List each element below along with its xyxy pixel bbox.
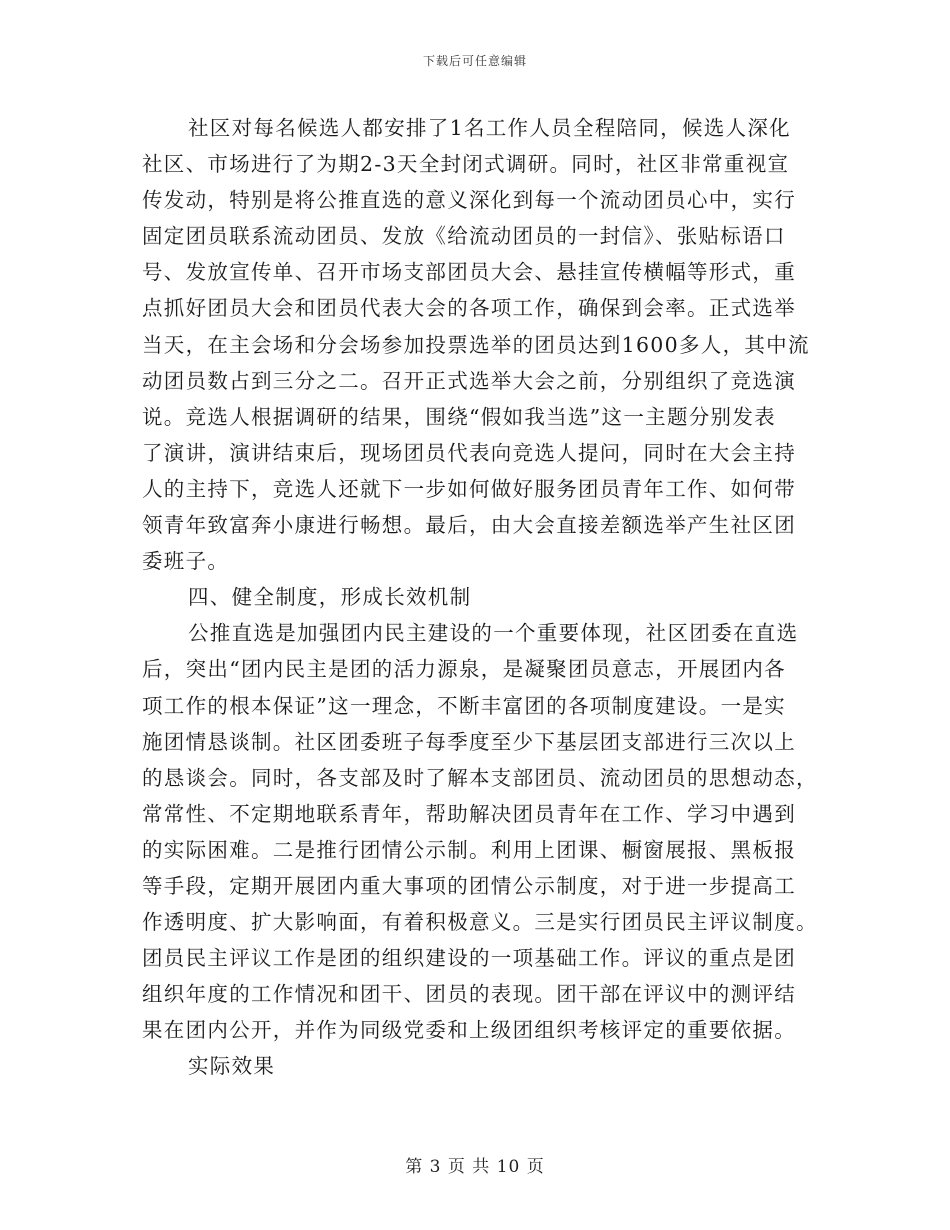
page-header: 下载后可任意编辑 (422, 54, 527, 68)
paragraph-line: 作透明度、扩大影响面，有着积极意义。三是实行团员民主评议制度。 (142, 910, 818, 935)
paragraph-line: 委班子。 (142, 549, 230, 574)
paragraph-line: 的实际困难。二是推行团情公示制。利用上团课、橱窗展报、黑板报 (142, 837, 796, 862)
paragraph-line: 人的主持下，竞选人还就下一步如何做好服务团员青年工作、如何带 (142, 476, 796, 501)
paragraph-line: 社区、市场进行了为期2-3天全封闭式调研。同时，社区非常重视宣 (142, 152, 790, 177)
paragraph-line: 社区对每名候选人都安排了1名工作人员全程陪同，候选人深化 (188, 116, 791, 140)
paragraph-line: 固定团员联系流动团员、发放《给流动团员的一封信》、张贴标语口 (142, 224, 786, 249)
page-number-footer: 第 3 页 共 10 页 (405, 1157, 545, 1177)
paragraph-line: 号、发放宣传单、召开市场支部团员大会、悬挂宣传横幅等形式，重 (142, 260, 796, 285)
paragraph-line: 传发动，特别是将公推直选的意义深化到每一个流动团员心中，实行 (142, 188, 796, 213)
paragraph-line: 公推直选是加强团内民主建设的一个重要体现，社区团委在直选 (188, 621, 799, 646)
paragraph-line: 当天，在主会场和分会场参加投票选举的团员达到1600多人，其中流 (142, 332, 810, 357)
paragraph-line: 项工作的根本保证”这一理念，不断丰富团的各项制度建设。一是实 (142, 693, 786, 718)
paragraph-line: 领青年致富奔小康进行畅想。最后，由大会直接差额选举产生社区团 (142, 513, 796, 538)
paragraph-line: 施团情恳谈制。社区团委班子每季度至少下基层团支部进行三次以上 (142, 729, 796, 754)
paragraph-line: 常常性、不定期地联系青年，帮助解决团员青年在工作、学习中遇到 (142, 801, 796, 826)
paragraph-line: 的恳谈会。同时，各支部及时了解本支部团员、流动团员的思想动态， (142, 765, 818, 790)
paragraph-line: 动团员数占到三分之二。召开正式选举大会之前，分别组织了竞选演 (142, 368, 796, 393)
paragraph-line: 后，突出“团内民主是团的活力源泉，是凝聚团员意志，开展团内各 (142, 657, 786, 682)
document-body (142, 110, 818, 1085)
paragraph-line: 团员民主评议工作是团的组织建设的一项基础工作。评议的重点是团 (142, 946, 796, 971)
paragraph-line: 说。竞选人根据调研的结果，围绕“假如我当选”这一主题分别发表 (142, 404, 776, 429)
paragraph-line: 了演讲，演讲结束后，现场团员代表向竞选人提问，同时在大会主持 (142, 440, 796, 465)
paragraph-line: 等手段，定期开展团内重大事项的团情公示制度，对于进一步提高工 (142, 873, 796, 898)
paragraph-line: 组织年度的工作情况和团干、团员的表现。团干部在评议中的测评结 (142, 982, 796, 1007)
section-heading: 四、健全制度，形成长效机制 (188, 585, 472, 610)
paragraph-line: 点抓好团员大会和团员代表大会的各项工作，确保到会率。正式选举 (142, 296, 796, 321)
section-heading: 实际效果 (188, 1054, 276, 1079)
paragraph-line: 果在团内公开，并作为同级党委和上级团组织考核评定的重要依据。 (142, 1018, 796, 1043)
